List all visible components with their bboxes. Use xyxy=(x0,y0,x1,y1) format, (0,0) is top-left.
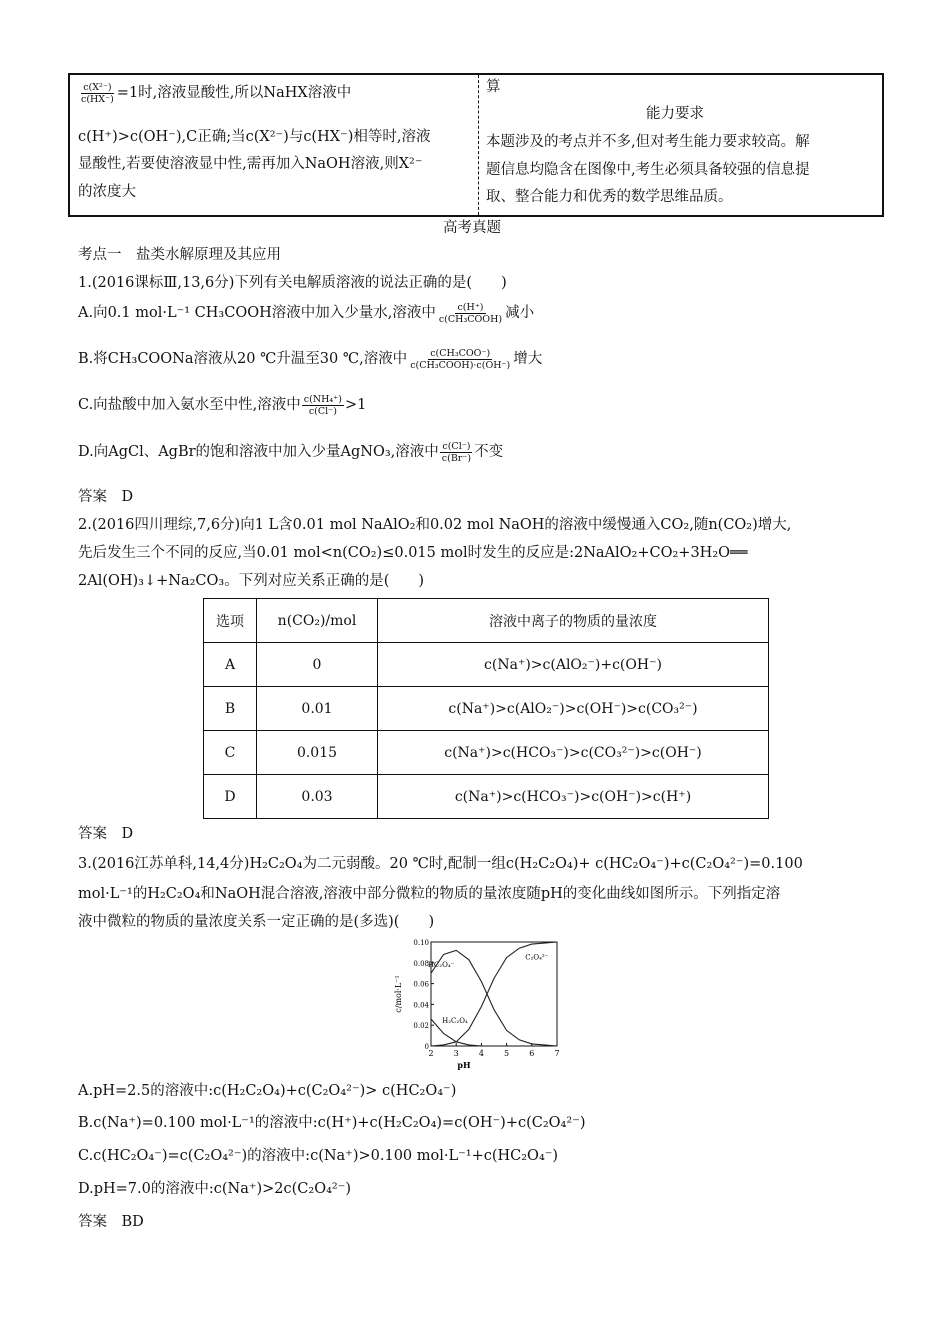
table-cell: 0 xyxy=(257,643,378,687)
table-cell: 0.03 xyxy=(257,775,378,819)
q3-line3: 液中微粒的物质的量浓度关系一定正确的是(多选)( ) xyxy=(78,914,435,930)
table-cell: c(Na⁺)>c(AlO₂⁻)>c(OH⁻)>c(CO₃²⁻) xyxy=(378,687,769,731)
series-label: C₂O₄²⁻ xyxy=(525,953,549,962)
section-title: 高考真题 xyxy=(443,220,501,236)
q3-answer: 答案 BD xyxy=(78,1214,144,1230)
table-cell: D xyxy=(204,775,257,819)
x-tick-label: 7 xyxy=(554,1049,560,1058)
fraction: $\frac{c(H^+)}{\text{c(CH₃COOH)}}$ xyxy=(438,301,503,325)
box-right-line3: 取、整合能力和优秀的数学思维品质。 xyxy=(486,189,733,205)
x-tick-label: 5 xyxy=(504,1049,510,1058)
series-label: HC₂O₄⁻ xyxy=(427,960,455,969)
fraction: $\frac{c(Cl^-)}{c(Br^-)}$ xyxy=(441,440,472,464)
box-right-line1: 本题涉及的考点并不多,但对考生能力要求较高。解 xyxy=(486,134,810,150)
x-tick-label: 3 xyxy=(453,1049,459,1058)
q3-option-d: D.pH=7.0的溶液中:c(Na⁺)>2c(C₂O₄²⁻) xyxy=(78,1181,352,1197)
q2-answer: 答案 D xyxy=(78,826,134,842)
table-row xyxy=(204,687,769,731)
table-cell: c(Na⁺)>c(HCO₃⁻)>c(CO₃²⁻)>c(OH⁻) xyxy=(378,731,769,775)
q1-stem: 1.(2016课标Ⅲ,13,6分)下列有关电解质溶液的说法正确的是( ) xyxy=(78,275,507,291)
box-right-line2: 题信息均隐含在图像中,考生必须具备较强的信息提 xyxy=(486,162,810,178)
table-header: 溶液中离子的物质的量浓度 xyxy=(378,599,769,643)
fraction: $\frac{\text{c(X²⁻)}}{c(HX^-)}$ xyxy=(81,81,114,105)
q1-option-d: D.向AgCl、AgBr的饱和溶液中加入少量AgNO₃,溶液中 $\frac{c(Cl^-)}{c(Br^-)}$ 不变 xyxy=(78,440,504,464)
q1-option-a: A.向0.1 mol·L⁻¹ CH₃COOH溶液中加入少量水,溶液中 $\frac{c(H^+)}{\text{c(CH₃COOH)}}$ 减小 xyxy=(78,301,535,325)
fraction: $\frac{\text{c(NH₄⁺)}}{c(Cl^-)}$ xyxy=(303,393,342,417)
table-header: n(CO₂)/mol xyxy=(257,599,378,643)
table-row xyxy=(204,643,769,687)
x-axis-label: pH xyxy=(457,1060,471,1070)
q2-line1: 2.(2016四川理综,7,6分)向1 L含0.01 mol NaAlO₂和0.02 mol NaOH的溶液中缓慢通入CO₂,随n(CO₂)增大, xyxy=(78,517,792,533)
q1-option-c: C.向盐酸中加入氨水至中性,溶液中 $\frac{\text{c(NH₄⁺)}}{c(Cl^-)}$ >1 xyxy=(78,393,367,417)
box-divider xyxy=(478,75,479,215)
y-tick-label: 0.08 xyxy=(413,959,429,968)
box-left-line1: $\frac{\text{c(X²⁻)}}{c(HX^-)}$ =1时,溶液显酸性,所以NaHX溶液中 xyxy=(81,81,352,105)
table-cell: C xyxy=(204,731,257,775)
y-tick-label: 0.02 xyxy=(413,1022,429,1031)
table-cell: B xyxy=(204,687,257,731)
x-tick-label: 6 xyxy=(529,1049,535,1058)
concentration-chart xyxy=(393,932,568,1082)
y-axis-label: c/mol·L⁻¹ xyxy=(394,975,403,1013)
table-cell: c(Na⁺)>c(HCO₃⁻)>c(OH⁻)>c(H⁺) xyxy=(378,775,769,819)
x-tick-label: 4 xyxy=(478,1049,484,1058)
box-left-line2: c(H⁺)>c(OH⁻),C正确;当c(X²⁻)与c(HX⁻)相等时,溶液 xyxy=(78,129,431,145)
analysis-box xyxy=(68,73,884,217)
q2-line2: 先后发生三个不同的反应,当0.01 mol<n(CO₂)≤0.015 mol时发生的反应是:2NaAlO₂+CO₂+3H₂O══ xyxy=(78,545,748,561)
y-tick-label: 0 xyxy=(424,1043,429,1051)
q1-option-b: B.将CH₃COONa溶液从20 ℃升温至30 ℃,溶液中 $\frac{\text{c(CH₃COO⁻)}}{\text{c(CH₃COOH)·c(OH⁻)}}$ 增大 xyxy=(78,347,543,371)
fraction: $\frac{\text{c(CH₃COO⁻)}}{\text{c(CH₃COOH)·c(OH⁻)}}$ xyxy=(410,347,511,371)
table-header-row xyxy=(204,599,769,643)
table-cell: A xyxy=(204,643,257,687)
q3-option-a: A.pH=2.5的溶液中:c(H₂C₂O₄)+c(C₂O₄²⁻)> c(HC₂O₄⁻) xyxy=(78,1083,457,1099)
q3-option-b: B.c(Na⁺)=0.100 mol·L⁻¹的溶液中:c(H⁺)+c(H₂C₂O₄)=c(OH⁻)+c(C₂O₄²⁻) xyxy=(78,1115,586,1131)
box-left-line3: 显酸性,若要使溶液显中性,需再加入NaOH溶液,则X²⁻ xyxy=(78,156,423,172)
table-row xyxy=(204,731,769,775)
box-right-heading: 能力要求 xyxy=(646,106,704,122)
y-tick-label: 0.06 xyxy=(413,980,429,989)
q3-option-c: C.c(HC₂O₄⁻)=c(C₂O₄²⁻)的溶液中:c(Na⁺)>0.100 mol·L⁻¹+c(HC₂O₄⁻) xyxy=(78,1148,559,1164)
y-tick-label: 0.10 xyxy=(413,939,429,947)
y-tick-label: 0.04 xyxy=(413,1001,429,1010)
q2-line3: 2Al(OH)₃↓+Na₂CO₃。下列对应关系正确的是( ) xyxy=(78,573,425,589)
q1-answer: 答案 D xyxy=(78,489,134,505)
table-cell: 0.015 xyxy=(257,731,378,775)
table-row xyxy=(204,775,769,819)
box-left-line4: 的浓度大 xyxy=(78,184,136,200)
table-header: 选项 xyxy=(204,599,257,643)
q3-line1: 3.(2016江苏单科,14,4分)H₂C₂O₄为二元弱酸。20 ℃时,配制一组c(H₂C₂O₄)+ c(HC₂O₄⁻)+c(C₂O₄²⁻)=0.100 xyxy=(78,856,803,872)
table-cell: 0.01 xyxy=(257,687,378,731)
box-right-top: 算 xyxy=(486,79,501,95)
options-table xyxy=(203,598,769,819)
series-label: H₂C₂O₄ xyxy=(442,1017,468,1026)
table-cell: c(Na⁺)>c(AlO₂⁻)+c(OH⁻) xyxy=(378,643,769,687)
x-tick-label: 2 xyxy=(428,1049,434,1058)
q3-line2: mol·L⁻¹的H₂C₂O₄和NaOH混合溶液,溶液中部分微粒的物质的量浓度随pH的变化曲线如图所示。下列指定溶 xyxy=(78,886,781,902)
topic-heading: 考点一 盐类水解原理及其应用 xyxy=(78,247,281,263)
